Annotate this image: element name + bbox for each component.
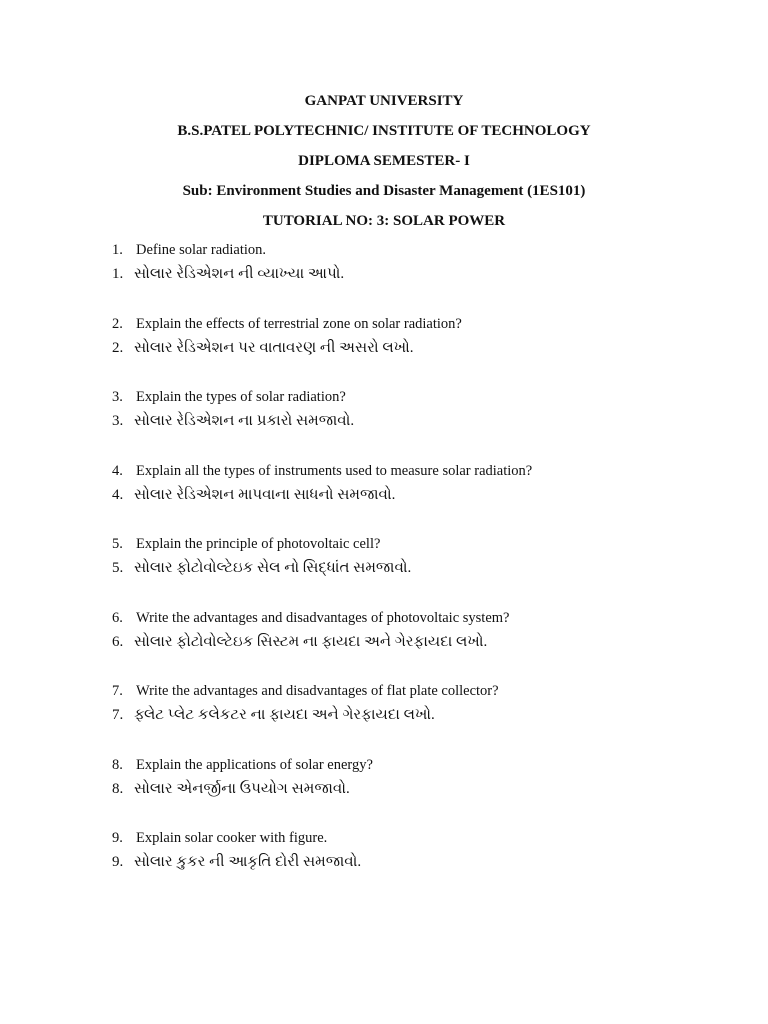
question-english (112, 388, 732, 410)
question-english (112, 829, 732, 851)
question-number: 9. (112, 830, 123, 846)
question-english (112, 315, 732, 337)
question-number: 2. (112, 315, 123, 332)
question-english (112, 462, 732, 484)
question-text: સોલાર રેડિએશન ની વ્યાખ્યા આપો. (134, 266, 345, 282)
question-text: Write the advantages and disadvantages of photovoltaic system? (136, 609, 510, 626)
question-gujarati (112, 410, 732, 436)
question-item (112, 756, 732, 830)
question-text: ફ્લેટ પ્લેટ કલેકટર ના ફાયદા અને ગેરફાયદા લખો. (134, 707, 435, 723)
question-number: 5. (112, 536, 123, 552)
question-number: 6. (112, 633, 124, 650)
question-gujarati (112, 557, 732, 583)
question-text: સોલાર ફોટોવોલ્ટેઇક સેલ નો સિદ્ધાંત સમજાવો. (134, 560, 412, 576)
question-text: સોલાર ફોટોવોલ્ટેઇક સિસ્ટમ ના ફાયદા અને ગેરફાયદા લખો. (134, 633, 488, 650)
question-number: 5. (112, 560, 124, 576)
question-number: 2. (112, 339, 124, 356)
question-text: સોલાર રેડિએશન ના પ્રકારો સમજાવો. (134, 413, 355, 429)
question-number: 9. (112, 854, 124, 870)
question-item (112, 241, 732, 315)
question-text: Explain the applications of solar energy? (136, 756, 373, 773)
question-item (112, 462, 732, 536)
question-number: 4. (112, 486, 124, 503)
question-item (112, 682, 732, 756)
question-gujarati (112, 704, 732, 730)
tutorial-title: TUTORIAL NO: 3: SOLAR POWER (262, 213, 506, 229)
question-text: Write the advantages and disadvantages of flat plate collector? (136, 683, 499, 699)
question-text: Explain the types of solar radiation? (136, 389, 346, 405)
question-number: 4. (112, 462, 123, 479)
question-number: 3. (112, 413, 124, 429)
question-list (112, 241, 732, 903)
question-number: 6. (112, 609, 123, 626)
question-english (112, 682, 732, 704)
question-item (112, 829, 732, 903)
question-text: સોલાર એનર્જીના ઉપયોગ સમજાવો. (134, 780, 350, 797)
question-number: 7. (112, 683, 123, 699)
question-text: Explain all the types of instruments used to measure solar radiation? (136, 462, 533, 479)
question-text: સોલાર કુકર ની આકૃતિ દોરી સમજાવો. (134, 854, 362, 870)
question-text: Explain the effects of terrestrial zone on solar radiation? (136, 315, 462, 332)
question-text: Define solar radiation. (136, 242, 267, 258)
question-item (112, 609, 732, 683)
question-number: 8. (112, 756, 123, 773)
question-english (112, 756, 732, 778)
question-item (112, 535, 732, 609)
question-gujarati (112, 851, 732, 877)
question-english (112, 241, 732, 263)
subject-title: Sub: Environment Studies and Disaster Management (1ES101) (182, 183, 586, 199)
question-gujarati (112, 263, 732, 289)
document-header (0, 92, 768, 242)
question-number: 1. (112, 242, 123, 258)
question-item (112, 388, 732, 462)
question-text: સોલાર રેડિએશન પર વાતાવરણ ની અસરો લખો. (134, 339, 414, 356)
question-number: 7. (112, 707, 124, 723)
question-english (112, 609, 732, 631)
question-number: 3. (112, 389, 123, 405)
question-gujarati (112, 631, 732, 657)
question-text: સોલાર રેડિએશન માપવાના સાધનો સમજાવો. (134, 486, 396, 503)
question-text: Explain the principle of photovoltaic cell? (136, 536, 381, 552)
question-english (112, 535, 732, 557)
university-name: GANPAT UNIVERSITY (304, 93, 464, 109)
question-text: Explain solar cooker with figure. (136, 830, 328, 846)
question-number: 8. (112, 780, 124, 797)
question-number: 1. (112, 266, 124, 282)
institute-name: B.S.PATEL POLYTECHNIC/ INSTITUTE OF TECHNOLOGY (177, 123, 591, 139)
question-item (112, 315, 732, 389)
semester-title: DIPLOMA SEMESTER- I (298, 153, 470, 169)
question-gujarati (112, 337, 732, 363)
question-gujarati (112, 778, 732, 804)
question-gujarati (112, 484, 732, 510)
